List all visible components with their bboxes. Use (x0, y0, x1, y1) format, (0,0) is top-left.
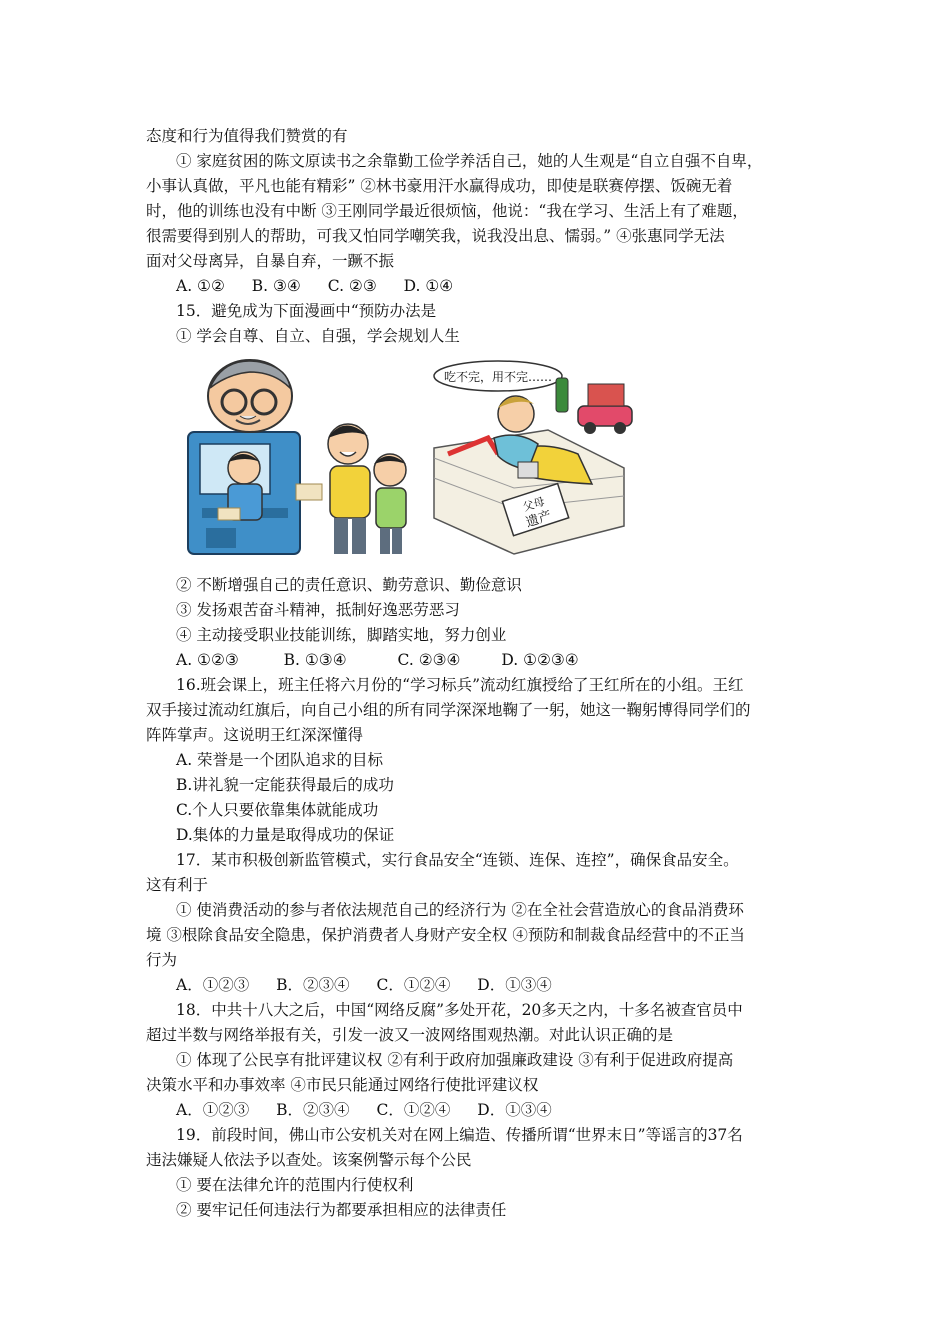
q17-item-line: 行为 (146, 951, 178, 969)
option-b: B．②③④ (276, 976, 350, 994)
option-d: D. ①②③④ (501, 651, 579, 669)
option-d: D．①③④ (477, 976, 552, 994)
q18-stem-line: 超过半数与网络举报有关，引发一波又一波网络围观热潮。对此认识正确的是 (146, 1026, 674, 1044)
q15-item-3: ③ 发扬艰苦奋斗精神，抵制好逸恶劳恶习 (176, 601, 460, 619)
q16-option-d: D.集体的力量是取得成功的保证 (176, 826, 395, 844)
q18-item-line: 决策水平和办事效率 ④市民只能通过网络行使批评建议权 (146, 1076, 539, 1094)
q18-options (176, 1098, 574, 1122)
q17-item-line: 境 ③根除食品安全隐患，保护消费者人身财产安全权 ④预防和制裁食品经营中的不正当 (146, 926, 745, 944)
q14-item-line: 面对父母离异，自暴自弃，一蹶不振 (146, 252, 395, 270)
option-b: B. ③④ (251, 277, 301, 295)
option-c: C．①②④ (376, 1101, 451, 1119)
q15-item-2: ② 不断增强自己的责任意识、勤劳意识、勤俭意识 (176, 576, 522, 594)
q14-item-line: 小事认真做，平凡也能有精彩” ②林书豪用汗水赢得成功，即使是联赛停摆、饭碗无着 (146, 177, 733, 195)
option-a: A．①②③ (176, 976, 250, 994)
option-c: C．①②④ (376, 976, 451, 994)
q15-options (176, 648, 601, 672)
option-a: A. ①②③ (176, 651, 239, 669)
option-c: C. ②③④ (397, 651, 461, 669)
comic-legacy-label-2: 遗产 (524, 508, 554, 531)
comic-bubble-text: 吃不完，用不完…… (443, 370, 553, 384)
q15-stem: 15．避免成为下面漫画中“预防办法是 (176, 302, 437, 320)
option-b: B．②③④ (276, 1101, 350, 1119)
q14-options (176, 274, 475, 298)
q19-item-2: ② 要牢记任何违法行为都要承担相应的法律责任 (176, 1201, 507, 1219)
q19-stem-line: 违法嫌疑人依法予以查处。该案例警示每个公民 (146, 1151, 472, 1169)
option-c: C. ②③ (327, 277, 377, 295)
q18-item-line: ① 体现了公民享有批评建议权 ②有利于政府加强廉政建设 ③有利于促进政府提高 (176, 1051, 734, 1069)
comic-legacy-illustration (428, 358, 640, 556)
q15-item-4: ④ 主动接受职业技能训练，脚踏实地，努力创业 (176, 626, 507, 644)
q16-option-b: B.讲礼貌一定能获得最后的成功 (176, 776, 394, 794)
q14-item-line: 很需要得到别人的帮助，可我又怕同学嘲笑我，说我没出息、懦弱。” ④张惠同学无法 (146, 227, 725, 245)
q17-item-line: ① 使消费活动的参与者依法规范自己的经济行为 ②在全社会营造放心的食品消费环 (176, 901, 744, 919)
q14-stem-end: 态度和行为值得我们赞赏的有 (146, 127, 348, 145)
q14-item-line: 时，他的训练也没有中断 ③王刚同学最近很烦恼，他说：“我在学习、生活上有了难题， (146, 202, 748, 220)
option-a: A. ①② (176, 277, 225, 295)
q16-option-c: C.个人只要依靠集体就能成功 (176, 801, 379, 819)
q16-stem-line: 阵阵掌声。这说明王红深深懂得 (146, 726, 364, 744)
q14-item-line: ① 家庭贫困的陈文原读书之余靠勤工俭学养活自己，她的人生观是“自立自强不自卑， (176, 152, 763, 170)
q19-stem-line: 19．前段时间，佛山市公安机关对在网上编造、传播所谓“世界末日”等谣言的37名 (176, 1126, 743, 1144)
option-d: D．①③④ (477, 1101, 552, 1119)
q16-stem-line: 16.班会课上，班主任将六月份的“学习标兵”流动红旗授给了王红所在的小组。王红 (176, 676, 744, 694)
q19-item-1: ① 要在法律允许的范围内行使权利 (176, 1176, 414, 1194)
option-d: D. ①④ (403, 277, 454, 295)
comic-atm-illustration (184, 358, 416, 556)
q16-option-a: A. 荣誉是一个团队追求的目标 (176, 751, 384, 769)
q18-stem-line: 18．中共十八大之后，中国“网络反腐”多处开花，20多天之内，十多名被查官员中 (176, 1001, 743, 1019)
q15-item-1: ① 学会自尊、自立、自强，学会规划人生 (176, 327, 460, 345)
q17-options (176, 973, 574, 997)
option-b: B. ①③④ (283, 651, 347, 669)
q17-stem-line: 这有利于 (146, 876, 209, 894)
option-a: A．①②③ (176, 1101, 250, 1119)
q16-stem-line: 双手接过流动红旗后，向自己小组的所有同学深深地鞠了一躬，她这一鞠躬博得同学们的 (146, 701, 751, 719)
q17-stem-line: 17．某市积极创新监管模式，实行食品安全“连锁、连保、连控”，确保食品安全。 (176, 851, 739, 869)
comic-legacy-label-1: 父母 (521, 494, 547, 514)
